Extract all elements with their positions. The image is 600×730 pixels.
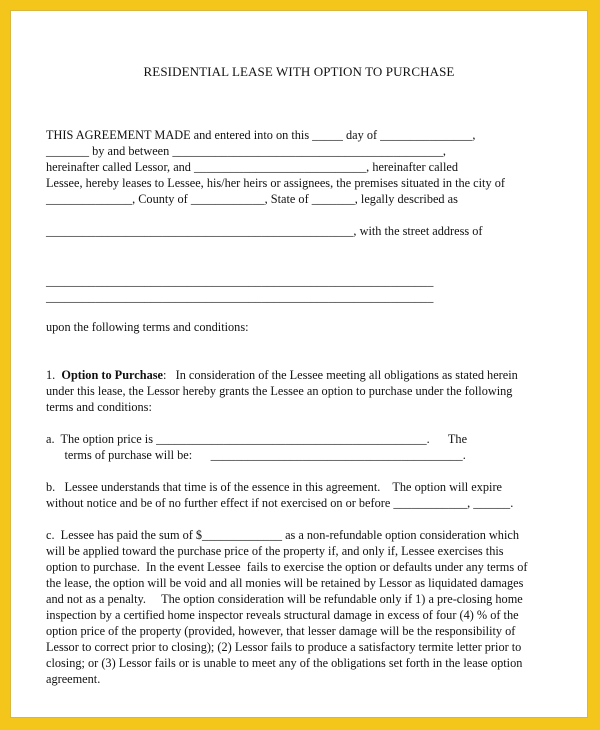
- intro-line: THIS AGREEMENT MADE and entered into on this _____ day of _______________,: [46, 128, 476, 142]
- section-number: 1.: [46, 368, 56, 382]
- clause-a-line: terms of purchase will be: _________________________________________.: [46, 448, 466, 462]
- clause-a-line: a. The option price is ____________________________________________. The: [46, 432, 468, 446]
- clause-c-line: will be applied toward the purchase price of the property if, and only if, Lessee exercises this: [46, 544, 504, 558]
- clause-c-line: option price of the property (provided, however, that lesser damage will be the responsibility of: [46, 624, 516, 638]
- section-1-first-line: [46, 367, 518, 383]
- clause-c-line: c. Lessee has paid the sum of $_____________ as a non-refundable option consideration which: [46, 528, 519, 542]
- clause-c-line: inspection by a certified home inspector reveals structural damage in excess of four (4) % of the: [46, 608, 519, 622]
- clause-b-line: b. Lessee understands that time is of the essence in this agreement. The option will expire: [46, 480, 503, 494]
- clause-c-line: the lease, the option will be void and all monies will be retained by Lessor as liquidated damages: [46, 576, 524, 590]
- intro-line: ______________, County of ____________, State of _______, legally described as: [46, 192, 458, 206]
- section-1-line: under this lease, the Lessor hereby grants the Lessee an option to purchase under the following: [46, 384, 513, 398]
- document-page: [10, 10, 588, 718]
- document-title: RESIDENTIAL LEASE WITH OPTION TO PURCHASE: [143, 64, 455, 79]
- blank-line: _______________________________________________________________: [46, 290, 434, 304]
- clause-c-line: option to purchase. In the event Lessee fails to exercise the option or defaults under any terms of: [46, 560, 528, 574]
- street-address-line: __________________________________________________, with the street address of: [46, 224, 483, 238]
- clause-b-line: without notice and be of no further effect if not exercised on or before ____________, ______.: [46, 496, 514, 510]
- clause-c-line: and not as a penalty. The option consideration will be refundable only if 1) a pre-closing home: [46, 592, 523, 606]
- intro-line: _______ by and between ____________________________________________,: [46, 144, 446, 158]
- section-heading: Option to Purchase: [61, 368, 163, 382]
- intro-line: Lessee, hereby leases to Lessee, his/her heirs or assignees, the premises situated in the city of: [46, 176, 505, 190]
- clause-c-line: closing; or (3) Lessor fails or is unable to meet any of the obligations set forth in the lease option: [46, 656, 523, 670]
- blank-line: _______________________________________________________________: [46, 274, 434, 288]
- intro-line: hereinafter called Lessor, and ____________________________, hereinafter called: [46, 160, 458, 174]
- clause-c-line: Lessor to correct prior to closing); (2) Lessor fails to produce a satisfactory termite letter prior to: [46, 640, 522, 654]
- clause-c-line: agreement.: [46, 672, 101, 686]
- terms-intro: upon the following terms and conditions:: [46, 320, 249, 334]
- section-text: : In consideration of the Lessee meeting all obligations as stated herein: [162, 368, 518, 382]
- section-1-line: terms and conditions:: [46, 400, 152, 414]
